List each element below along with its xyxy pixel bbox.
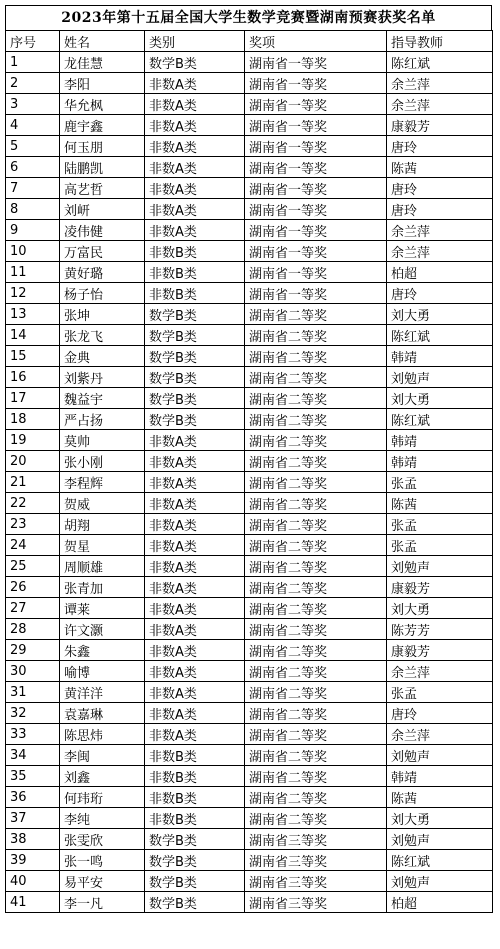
cell-category: 非数A类	[145, 514, 245, 535]
cell-advisor: 余兰萍	[387, 94, 493, 115]
cell-category: 非数B类	[145, 808, 245, 829]
cell-category: 非数A类	[145, 535, 245, 556]
cell-award: 湖南省一等奖	[245, 220, 387, 241]
cell-index: 35	[6, 766, 60, 787]
cell-name: 龙佳慧	[60, 52, 145, 73]
table-row	[6, 535, 493, 556]
cell-advisor: 余兰萍	[387, 73, 493, 94]
cell-award: 湖南省二等奖	[245, 346, 387, 367]
cell-name: 朱鑫	[60, 640, 145, 661]
cell-advisor: 唐玲	[387, 178, 493, 199]
cell-advisor: 唐玲	[387, 136, 493, 157]
header-name: 姓名	[60, 31, 145, 52]
cell-advisor: 余兰萍	[387, 241, 493, 262]
cell-category: 数学B类	[145, 325, 245, 346]
table-row	[6, 262, 493, 283]
cell-award: 湖南省一等奖	[245, 178, 387, 199]
cell-award: 湖南省一等奖	[245, 94, 387, 115]
cell-name: 鹿宇鑫	[60, 115, 145, 136]
cell-award: 湖南省三等奖	[245, 829, 387, 850]
table-row	[6, 892, 493, 913]
cell-advisor: 唐玲	[387, 283, 493, 304]
cell-advisor: 康毅芳	[387, 577, 493, 598]
cell-index: 38	[6, 829, 60, 850]
table-row	[6, 409, 493, 430]
cell-award: 湖南省二等奖	[245, 304, 387, 325]
cell-advisor: 余兰萍	[387, 220, 493, 241]
table-row	[6, 493, 493, 514]
table-row	[6, 325, 493, 346]
cell-index: 18	[6, 409, 60, 430]
cell-index: 21	[6, 472, 60, 493]
cell-advisor: 陈茜	[387, 157, 493, 178]
cell-award: 湖南省二等奖	[245, 619, 387, 640]
cell-advisor: 张孟	[387, 472, 493, 493]
cell-index: 17	[6, 388, 60, 409]
cell-category: 非数A类	[145, 94, 245, 115]
cell-index: 14	[6, 325, 60, 346]
cell-award: 湖南省一等奖	[245, 73, 387, 94]
cell-award: 湖南省二等奖	[245, 724, 387, 745]
cell-category: 非数A类	[145, 115, 245, 136]
cell-index: 10	[6, 241, 60, 262]
table-row	[6, 136, 493, 157]
cell-category: 非数A类	[145, 556, 245, 577]
cell-index: 33	[6, 724, 60, 745]
cell-award: 湖南省二等奖	[245, 682, 387, 703]
cell-category: 非数A类	[145, 136, 245, 157]
cell-index: 39	[6, 850, 60, 871]
cell-name: 莫帅	[60, 430, 145, 451]
cell-index: 22	[6, 493, 60, 514]
cell-advisor: 陈芳芳	[387, 619, 493, 640]
cell-award: 湖南省二等奖	[245, 556, 387, 577]
cell-award: 湖南省二等奖	[245, 745, 387, 766]
cell-name: 陆鹏凯	[60, 157, 145, 178]
cell-index: 19	[6, 430, 60, 451]
cell-index: 15	[6, 346, 60, 367]
cell-category: 非数A类	[145, 451, 245, 472]
cell-advisor: 唐玲	[387, 703, 493, 724]
cell-index: 37	[6, 808, 60, 829]
table-row	[6, 304, 493, 325]
cell-award: 湖南省二等奖	[245, 787, 387, 808]
table-row	[6, 115, 493, 136]
table-row	[6, 745, 493, 766]
cell-advisor: 余兰萍	[387, 661, 493, 682]
cell-index: 7	[6, 178, 60, 199]
cell-award: 湖南省一等奖	[245, 52, 387, 73]
cell-name: 凌伟健	[60, 220, 145, 241]
table-header-row	[6, 31, 493, 52]
cell-name: 金典	[60, 346, 145, 367]
cell-advisor: 柏超	[387, 262, 493, 283]
cell-name: 李闽	[60, 745, 145, 766]
table-body	[6, 52, 493, 913]
cell-category: 非数A类	[145, 178, 245, 199]
cell-category: 非数A类	[145, 682, 245, 703]
table-row	[6, 556, 493, 577]
cell-name: 谭莱	[60, 598, 145, 619]
cell-category: 非数B类	[145, 241, 245, 262]
cell-category: 非数B类	[145, 283, 245, 304]
cell-index: 13	[6, 304, 60, 325]
cell-name: 贺星	[60, 535, 145, 556]
cell-index: 32	[6, 703, 60, 724]
cell-name: 杨子怡	[60, 283, 145, 304]
award-list-sheet	[5, 5, 492, 913]
cell-award: 湖南省二等奖	[245, 409, 387, 430]
cell-name: 许文灏	[60, 619, 145, 640]
cell-award: 湖南省二等奖	[245, 577, 387, 598]
table-row	[6, 94, 493, 115]
cell-category: 数学B类	[145, 346, 245, 367]
cell-index: 31	[6, 682, 60, 703]
cell-name: 胡翔	[60, 514, 145, 535]
cell-index: 25	[6, 556, 60, 577]
cell-category: 非数A类	[145, 640, 245, 661]
cell-index: 20	[6, 451, 60, 472]
table-row	[6, 157, 493, 178]
table-row	[6, 73, 493, 94]
cell-advisor: 唐玲	[387, 199, 493, 220]
cell-advisor: 刘勉声	[387, 829, 493, 850]
cell-name: 高艺哲	[60, 178, 145, 199]
table-row	[6, 367, 493, 388]
cell-category: 非数A类	[145, 472, 245, 493]
cell-category: 非数A类	[145, 724, 245, 745]
cell-award: 湖南省二等奖	[245, 493, 387, 514]
cell-advisor: 张孟	[387, 514, 493, 535]
cell-name: 张雯欣	[60, 829, 145, 850]
table-row	[6, 703, 493, 724]
cell-category: 非数A类	[145, 220, 245, 241]
table-row	[6, 451, 493, 472]
cell-category: 非数B类	[145, 745, 245, 766]
table-row	[6, 598, 493, 619]
cell-name: 喻博	[60, 661, 145, 682]
cell-advisor: 刘勉声	[387, 556, 493, 577]
cell-name: 张小刚	[60, 451, 145, 472]
cell-name: 刘岍	[60, 199, 145, 220]
cell-award: 湖南省二等奖	[245, 640, 387, 661]
cell-advisor: 陈红斌	[387, 52, 493, 73]
cell-name: 张坤	[60, 304, 145, 325]
cell-index: 40	[6, 871, 60, 892]
cell-index: 23	[6, 514, 60, 535]
cell-index: 29	[6, 640, 60, 661]
cell-index: 36	[6, 787, 60, 808]
cell-category: 非数B类	[145, 766, 245, 787]
table-row	[6, 220, 493, 241]
table-row	[6, 766, 493, 787]
table-row	[6, 808, 493, 829]
table-row	[6, 283, 493, 304]
cell-name: 贺威	[60, 493, 145, 514]
cell-advisor: 张孟	[387, 535, 493, 556]
cell-name: 严占扬	[60, 409, 145, 430]
cell-award: 湖南省二等奖	[245, 514, 387, 535]
cell-category: 非数A类	[145, 493, 245, 514]
table-row	[6, 724, 493, 745]
cell-category: 非数B类	[145, 787, 245, 808]
header-advisor: 指导教师	[387, 31, 493, 52]
cell-index: 9	[6, 220, 60, 241]
cell-index: 6	[6, 157, 60, 178]
cell-advisor: 刘大勇	[387, 304, 493, 325]
cell-name: 何玉朋	[60, 136, 145, 157]
cell-name: 魏益宇	[60, 388, 145, 409]
cell-advisor: 刘大勇	[387, 598, 493, 619]
cell-award: 湖南省一等奖	[245, 241, 387, 262]
table-row	[6, 388, 493, 409]
cell-advisor: 刘大勇	[387, 388, 493, 409]
cell-award: 湖南省一等奖	[245, 136, 387, 157]
cell-name: 黄洋洋	[60, 682, 145, 703]
cell-index: 2	[6, 73, 60, 94]
cell-index: 41	[6, 892, 60, 913]
cell-category: 数学B类	[145, 388, 245, 409]
cell-category: 数学B类	[145, 304, 245, 325]
table-row	[6, 241, 493, 262]
cell-award: 湖南省二等奖	[245, 598, 387, 619]
cell-index: 5	[6, 136, 60, 157]
cell-award: 湖南省一等奖	[245, 199, 387, 220]
cell-name: 陈思炜	[60, 724, 145, 745]
cell-award: 湖南省二等奖	[245, 766, 387, 787]
table-row	[6, 661, 493, 682]
table-row	[6, 682, 493, 703]
cell-name: 刘鑫	[60, 766, 145, 787]
cell-category: 数学B类	[145, 829, 245, 850]
cell-index: 3	[6, 94, 60, 115]
table-row	[6, 577, 493, 598]
cell-advisor: 韩靖	[387, 451, 493, 472]
cell-name: 袁嘉琳	[60, 703, 145, 724]
table-row	[6, 514, 493, 535]
cell-award: 湖南省二等奖	[245, 472, 387, 493]
cell-advisor: 韩靖	[387, 766, 493, 787]
cell-award: 湖南省三等奖	[245, 871, 387, 892]
cell-index: 11	[6, 262, 60, 283]
cell-award: 湖南省二等奖	[245, 535, 387, 556]
table-row	[6, 430, 493, 451]
cell-category: 非数A类	[145, 577, 245, 598]
table-row	[6, 199, 493, 220]
cell-award: 湖南省二等奖	[245, 661, 387, 682]
cell-award: 湖南省二等奖	[245, 430, 387, 451]
award-table	[5, 30, 493, 913]
cell-index: 12	[6, 283, 60, 304]
cell-name: 刘紫丹	[60, 367, 145, 388]
cell-advisor: 陈红斌	[387, 325, 493, 346]
cell-name: 李阳	[60, 73, 145, 94]
cell-index: 26	[6, 577, 60, 598]
cell-name: 李一凡	[60, 892, 145, 913]
cell-category: 非数B类	[145, 262, 245, 283]
cell-advisor: 柏超	[387, 892, 493, 913]
cell-index: 4	[6, 115, 60, 136]
table-row	[6, 52, 493, 73]
cell-advisor: 陈红斌	[387, 409, 493, 430]
cell-category: 非数A类	[145, 703, 245, 724]
cell-advisor: 韩靖	[387, 346, 493, 367]
table-row	[6, 850, 493, 871]
header-index: 序号	[6, 31, 60, 52]
cell-category: 非数A类	[145, 661, 245, 682]
cell-name: 李纯	[60, 808, 145, 829]
cell-index: 8	[6, 199, 60, 220]
cell-name: 张青加	[60, 577, 145, 598]
cell-category: 非数A类	[145, 199, 245, 220]
cell-award: 湖南省二等奖	[245, 451, 387, 472]
cell-name: 张龙飞	[60, 325, 145, 346]
cell-index: 1	[6, 52, 60, 73]
cell-advisor: 刘勉声	[387, 745, 493, 766]
cell-category: 非数A类	[145, 73, 245, 94]
cell-advisor: 韩靖	[387, 430, 493, 451]
cell-award: 湖南省二等奖	[245, 367, 387, 388]
cell-award: 湖南省一等奖	[245, 115, 387, 136]
cell-index: 16	[6, 367, 60, 388]
cell-index: 34	[6, 745, 60, 766]
cell-advisor: 陈红斌	[387, 850, 493, 871]
table-row	[6, 346, 493, 367]
cell-advisor: 刘大勇	[387, 808, 493, 829]
cell-category: 非数A类	[145, 430, 245, 451]
cell-award: 湖南省二等奖	[245, 808, 387, 829]
cell-name: 易平安	[60, 871, 145, 892]
cell-index: 28	[6, 619, 60, 640]
cell-index: 30	[6, 661, 60, 682]
header-category: 类别	[145, 31, 245, 52]
table-row	[6, 619, 493, 640]
cell-name: 华允枫	[60, 94, 145, 115]
table-row	[6, 178, 493, 199]
cell-index: 27	[6, 598, 60, 619]
cell-advisor: 康毅芳	[387, 115, 493, 136]
cell-award: 湖南省三等奖	[245, 892, 387, 913]
cell-award: 湖南省一等奖	[245, 283, 387, 304]
cell-award: 湖南省二等奖	[245, 388, 387, 409]
cell-award: 湖南省一等奖	[245, 262, 387, 283]
cell-award: 湖南省二等奖	[245, 703, 387, 724]
cell-advisor: 陈茜	[387, 787, 493, 808]
table-row	[6, 871, 493, 892]
page-title: 2023年第十五届全国大学生数学竞赛暨湖南预赛获奖名单	[5, 5, 492, 30]
cell-award: 湖南省二等奖	[245, 325, 387, 346]
cell-category: 数学B类	[145, 892, 245, 913]
cell-name: 黄好璐	[60, 262, 145, 283]
cell-advisor: 康毅芳	[387, 640, 493, 661]
cell-name: 何玮珩	[60, 787, 145, 808]
table-row	[6, 472, 493, 493]
cell-index: 24	[6, 535, 60, 556]
table-row	[6, 787, 493, 808]
cell-award: 湖南省一等奖	[245, 157, 387, 178]
cell-category: 非数A类	[145, 598, 245, 619]
cell-advisor: 张孟	[387, 682, 493, 703]
cell-category: 数学B类	[145, 871, 245, 892]
cell-award: 湖南省三等奖	[245, 850, 387, 871]
cell-advisor: 陈茜	[387, 493, 493, 514]
cell-advisor: 刘勉声	[387, 367, 493, 388]
cell-advisor: 余兰萍	[387, 724, 493, 745]
table-row	[6, 829, 493, 850]
cell-name: 李程辉	[60, 472, 145, 493]
table-row	[6, 640, 493, 661]
cell-name: 周顺雄	[60, 556, 145, 577]
cell-category: 非数A类	[145, 619, 245, 640]
cell-category: 数学B类	[145, 52, 245, 73]
cell-category: 非数A类	[145, 157, 245, 178]
cell-name: 张一鸣	[60, 850, 145, 871]
cell-advisor: 刘勉声	[387, 871, 493, 892]
cell-category: 数学B类	[145, 850, 245, 871]
cell-name: 万富民	[60, 241, 145, 262]
header-award: 奖项	[245, 31, 387, 52]
cell-category: 数学B类	[145, 409, 245, 430]
cell-category: 数学B类	[145, 367, 245, 388]
